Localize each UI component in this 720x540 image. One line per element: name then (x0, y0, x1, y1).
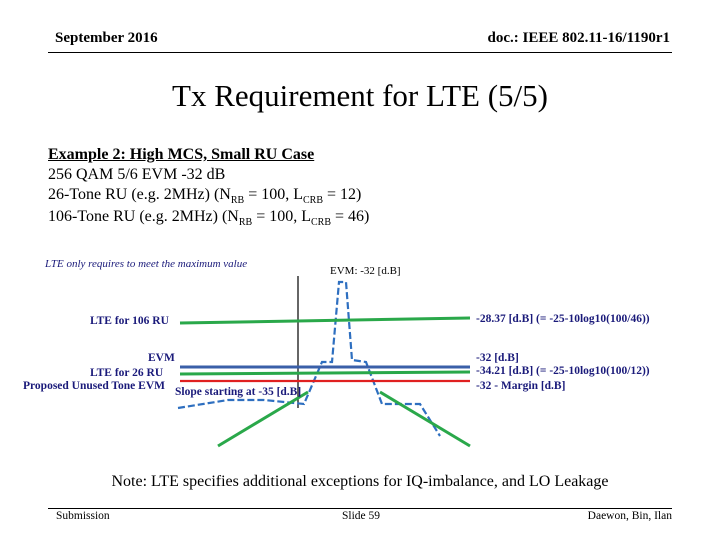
label-lte-26: LTE for 26 RU (90, 367, 164, 379)
footer-left: Submission (56, 510, 110, 522)
label-right-106: -28.37 [d.B] (= -25-10log10(100/46)) (476, 313, 650, 325)
evm-dashed-mask (178, 282, 440, 436)
example-heading: Example 2: High MCS, Small RU Case (48, 146, 315, 163)
header-date: September 2016 (55, 30, 158, 46)
footer-authors: Daewon, Bin, Ilan (587, 510, 672, 522)
example-line-2: 26-Tone RU (e.g. 2MHz) ($N_{RB} = 100$, $L_{CRB} = 12$) (48, 186, 362, 207)
note-text: Note: LTE specifies additional exceptions for IQ-imbalance, and LO Leakage (111, 473, 609, 490)
example-line-1: 256 QAM 5/6 EVM -32 dB (48, 166, 226, 183)
label-right-26: -34.21 [d.B] (= -25-10log10(100/12)) (476, 365, 650, 377)
lte-106-line (180, 318, 470, 323)
slide-title: Tx Requirement for LTE (5/5) (172, 78, 548, 113)
header-doc-id: doc.: IEEE 802.11-16/1190r1 (487, 30, 670, 46)
lte-26-line (180, 372, 470, 374)
label-proposed: Proposed Unused Tone EVM (23, 380, 165, 392)
label-right-margin: -32 - Margin [d.B] (476, 380, 566, 392)
label-right-evm: -32 [d.B] (476, 352, 519, 364)
label-lte-106: LTE for 106 RU (90, 315, 169, 327)
footer-slide-number: Slide 59 (342, 510, 381, 522)
footer-rule (48, 508, 672, 509)
evm-top-label: EVM: -32 [d.B] (330, 265, 401, 277)
example-line-3: 106-Tone RU (e.g. 2MHz) ($N_{RB} = 100$, $L_{CRB} = 46$) (48, 208, 370, 229)
label-slope: Slope starting at -35 [d.B] (175, 386, 302, 398)
lte-note: LTE only requires to meet the maximum value (45, 258, 248, 270)
slope-right-line (380, 392, 470, 446)
label-evm: EVM (148, 352, 175, 364)
